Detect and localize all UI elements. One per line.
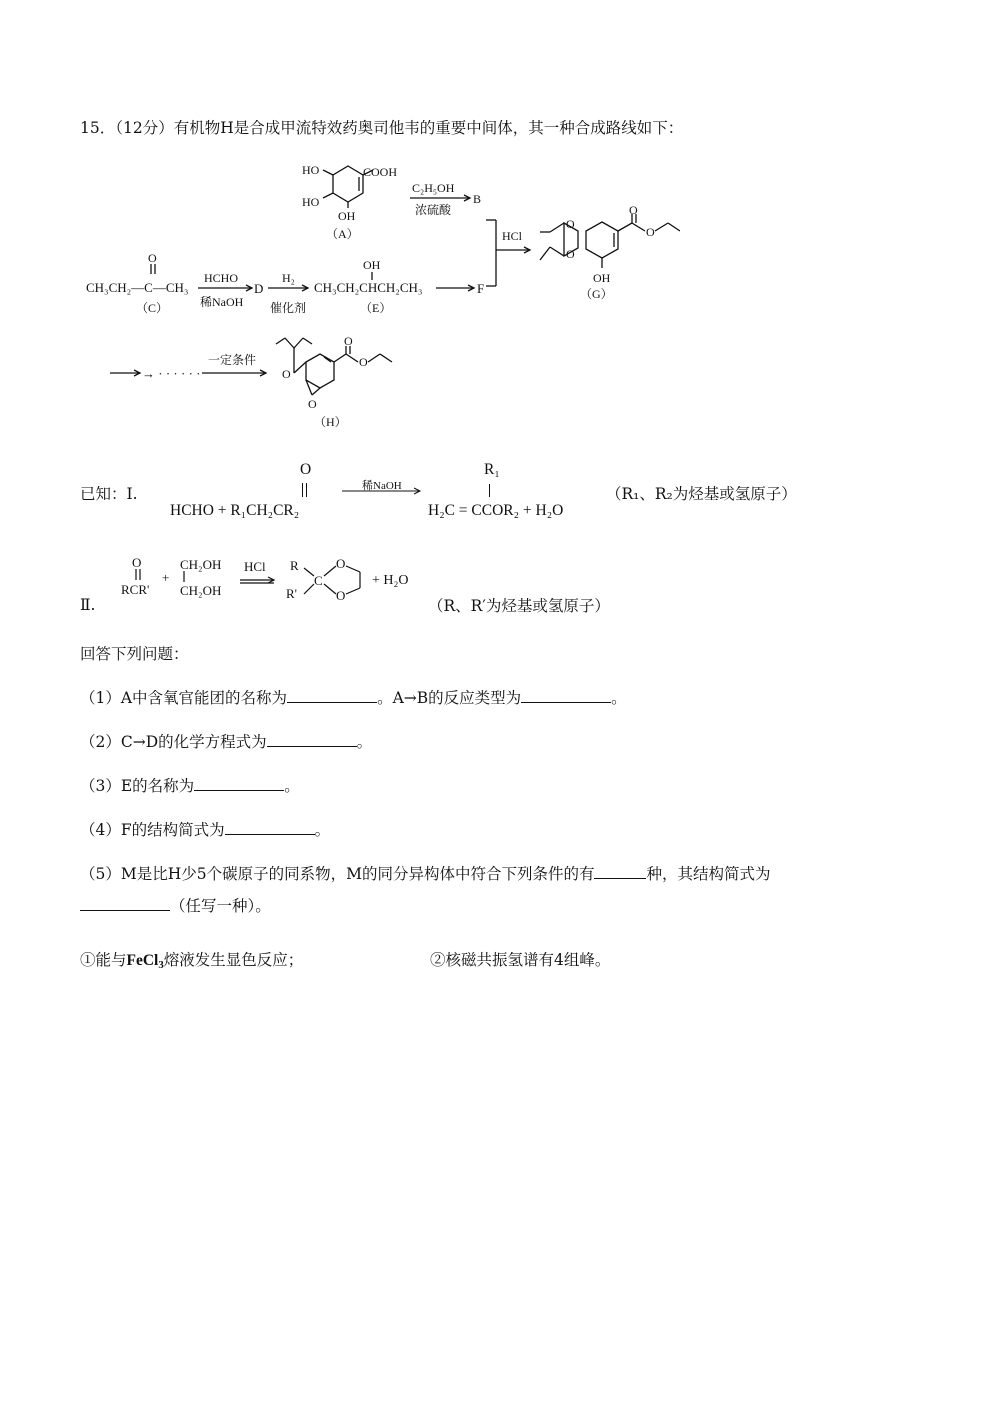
q3-text-a: （3）E的名称为 [80, 777, 195, 795]
cond1-fecl: FeCl [126, 952, 159, 969]
e-oh: OH [363, 258, 381, 272]
compound-h-ring [306, 354, 334, 388]
reagent-cd-top: HCHO [204, 271, 239, 285]
q4-text-a: （4）F的结构简式为 [80, 821, 225, 839]
h-o-1: O [282, 367, 291, 381]
q2-blank[interactable] [267, 732, 357, 747]
g-o-3: O [629, 203, 638, 217]
r2-ketone: RCR' [121, 582, 150, 597]
r2-r: R [290, 558, 299, 573]
g-o-1: O [566, 217, 575, 231]
reagent-ab-top: C₂H₅OH [412, 181, 455, 195]
r2-water: + H₂O [372, 573, 409, 588]
r1-condition: 稀NaOH [362, 480, 402, 492]
question-2 [80, 730, 372, 752]
label-b: B [473, 192, 482, 206]
e-formula: CH₃CH₂CHCH₂CH₃ [314, 280, 423, 295]
q1-text-c: 。 [611, 689, 627, 707]
h-o-4: O [308, 397, 317, 411]
question-4 [80, 818, 330, 840]
c-formula: CH₃CH₂—C—CH₃ [86, 280, 189, 295]
r2-o-2: O [336, 588, 346, 603]
reaction-ii [118, 552, 428, 610]
r1-oxygen: O [300, 461, 312, 478]
a-ho-1: HO [302, 163, 320, 177]
question-3 [80, 774, 300, 796]
r2-ch2oh-1: CH₂OH [180, 557, 222, 572]
label-a: （A） [326, 227, 359, 241]
q5-text-a: （5）M是比H少5个碳原子的同系物，M的同分异构体中符合下列条件的有 [80, 865, 595, 883]
q5-blank-2[interactable] [80, 896, 170, 911]
h-o-2: O [344, 334, 353, 348]
q1-blank-2[interactable] [521, 688, 611, 703]
reagent-ab-bottom: 浓硫酸 [415, 203, 452, 217]
cond1-text-a: ①能与 [80, 951, 127, 969]
g-o-2: O [566, 247, 575, 261]
label-h: （H） [314, 415, 347, 429]
q1-text-b: 。A→B的反应类型为 [377, 689, 522, 707]
question-5 [80, 862, 771, 884]
r1-r1: R₁ [484, 461, 500, 478]
r1-bond [489, 484, 491, 497]
reagent-de-top: H₂ [282, 271, 295, 285]
known-intro: 已知：Ⅰ. [80, 485, 138, 503]
q5-blank-1[interactable] [594, 864, 646, 879]
q2-text-a: （2）C→D的化学方程式为 [80, 733, 267, 751]
label-d: D [254, 281, 264, 296]
q2-text-b: 。 [356, 733, 373, 751]
synthesis-scheme [80, 150, 680, 435]
label-f: F [477, 281, 485, 296]
q5-text-b: 种，其结构简式为 [646, 865, 771, 883]
condition-1 [80, 948, 303, 971]
r2-oxygen: O [132, 555, 142, 570]
question-5-line-2 [80, 894, 271, 916]
h-o-3: O [359, 355, 368, 369]
r1-arrow [342, 487, 422, 495]
g-oh: OH [593, 271, 611, 285]
reagent-h: 一定条件 [208, 353, 257, 367]
q3-text-b: 。 [284, 777, 300, 795]
r1-products: H₂C = CCOR₂ + H₂O [428, 502, 564, 519]
q5-text-c: （任写一种）。 [170, 897, 271, 915]
q4-blank[interactable] [225, 820, 315, 835]
reagent-cd-bottom: 稀NaOH [200, 295, 244, 309]
cond1-sub: 3 [158, 959, 164, 971]
q4-text-b: 。 [314, 821, 331, 839]
r1-double-bond-b [306, 483, 308, 497]
hcl-label: HCl [502, 229, 523, 243]
r2-label: Ⅱ. [80, 596, 96, 614]
r2-plus: + [162, 570, 170, 585]
a-cooh: COOH [363, 165, 398, 179]
cond1-text-b: 熔液发生显色反应； [163, 951, 304, 969]
r2-o-1: O [336, 556, 346, 571]
a-ho-2: HO [302, 195, 320, 209]
question-1 [80, 686, 627, 708]
answer-intro: 回答下列问题： [80, 645, 189, 663]
a-oh: OH [338, 209, 356, 223]
r1-reactants: HCHO + R₁CH₂CR₂ [170, 502, 300, 519]
question-header: 15．（12分）有机物H是合成甲流特效药奥司他韦的重要中间体，其一种合成路线如下： [80, 119, 684, 137]
q1-blank-1[interactable] [287, 688, 377, 703]
r2-r-prime: R' [286, 586, 298, 601]
label-c: （C） [136, 301, 169, 315]
compound-g-ring [586, 222, 618, 258]
label-e: （E） [360, 301, 392, 315]
r1-note: （R₁、R₂为烃基或氢原子） [606, 485, 797, 503]
r2-note: （R、R′为烃基或氢原子） [428, 597, 610, 615]
r1-double-bond-a [302, 483, 304, 497]
condition-2: ②核磁共振氢谱有4组峰。 [430, 951, 611, 969]
q3-blank[interactable] [194, 776, 284, 791]
label-g: （G） [580, 287, 613, 301]
q1-text-a: （1）A中含氧官能团的名称为 [80, 689, 288, 707]
dots: → · · · · · · [142, 366, 201, 381]
r2-hcl: HCl [244, 559, 266, 574]
r2-ch2oh-2: CH₂OH [180, 583, 222, 598]
r2-c: C [314, 573, 323, 588]
c-oxygen: O [148, 251, 157, 265]
reagent-de-bottom: 催化剂 [270, 301, 307, 315]
g-o-4: O [646, 225, 655, 239]
